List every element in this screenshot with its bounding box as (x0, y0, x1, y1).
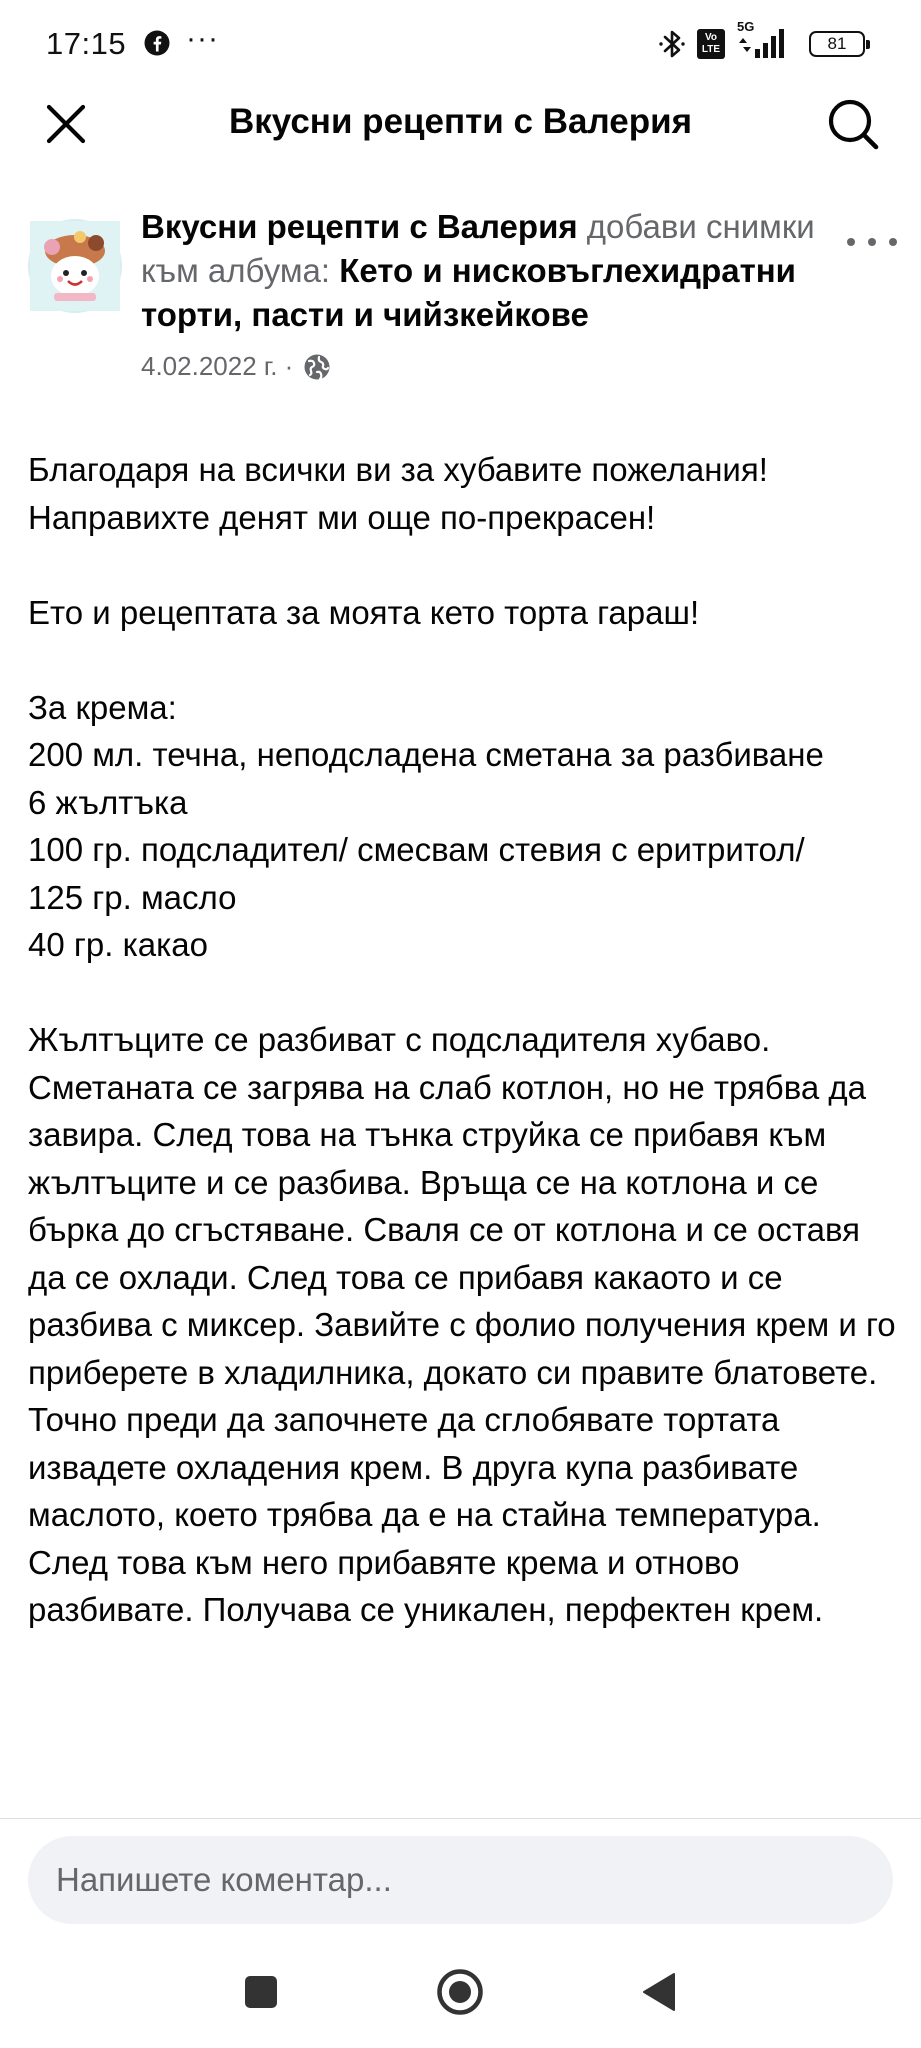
post-options-button[interactable] (847, 227, 897, 257)
app-bar (0, 90, 921, 212)
post-action-text: добави снимки към албума: (141, 208, 815, 289)
bluetooth-icon (657, 28, 687, 60)
triangle-back-icon (641, 1972, 677, 2012)
post-text: Благодаря на всички ви за хубавите пожелания! Направихте денят ми още по-прекрасен! Ето и рецептата за моята кето торта гараш! За крема: 200 мл. течна, неподсладена сметана за разбиване 6 жълтъка 100 гр. подсладител/ смесвам стевия с еритритол/ 125 гр. масло 40 гр. какао Жълтъците се разбиват с подсладителя хубаво. Сметаната се загрява на слаб котлон, но не трябва да завира. След това на тънка струйка се прибавя към жълтъците и се разбива. Връща се на котлона и се бърка до сгъстяване. Сваля се от котлона и се оставя да се охлади. След това се прибавя какаото и се разбива с миксер. Завийте с фолио получения крем и го приберете в хладилника, докато си правите блатовете. Точно преди да започнете да сглобявате тортата извадете охладения крем. В друга купа разбивате маслото, което трябва да е на стайна температура. След това към него прибавяте крема и отново разбивате. Получава се уникален, перфектен крем. (28, 451, 896, 1628)
network-type-label: 5G (737, 18, 755, 34)
post-date-row (141, 351, 831, 382)
post-meta (141, 205, 831, 382)
battery-icon: 81 (809, 31, 865, 57)
close-button[interactable] (38, 96, 94, 152)
page-avatar[interactable] (28, 219, 122, 313)
post-headline (141, 205, 831, 337)
avatar-image (30, 221, 120, 311)
more-options-icon-dot (868, 238, 876, 246)
status-more-icon: ··· (186, 22, 219, 55)
recents-button[interactable] (229, 1960, 293, 2024)
post-header (0, 205, 921, 435)
status-time: 17:15 (46, 26, 127, 61)
status-bar (0, 0, 921, 90)
post-author-link[interactable]: Вкусни рецепти с Валерия (141, 208, 578, 245)
search-icon (826, 97, 880, 151)
status-indicators (657, 18, 865, 62)
globe-icon (303, 353, 331, 381)
square-icon (244, 1975, 278, 2009)
signal-indicator (735, 18, 793, 64)
volte-icon: Vo LTE (697, 29, 725, 59)
search-button[interactable] (823, 94, 883, 154)
page-title: Вкусни рецепти с Валерия (228, 102, 693, 141)
more-options-icon (847, 238, 855, 246)
album-link[interactable]: Кето и нисковъглехидратни торти, пасти и чийзкейкове (141, 252, 796, 333)
home-button[interactable] (428, 1960, 492, 2024)
facebook-notification-icon (144, 30, 170, 56)
comment-bar (0, 1818, 921, 1939)
comment-input[interactable] (28, 1836, 893, 1924)
back-button[interactable] (627, 1960, 691, 2024)
more-options-icon-dot (889, 238, 897, 246)
post-body (28, 446, 898, 1818)
system-navigation-bar (0, 1940, 921, 2048)
close-icon (44, 102, 88, 146)
circle-icon (436, 1968, 484, 2016)
post-date[interactable]: 4.02.2022 г. · (141, 351, 294, 381)
